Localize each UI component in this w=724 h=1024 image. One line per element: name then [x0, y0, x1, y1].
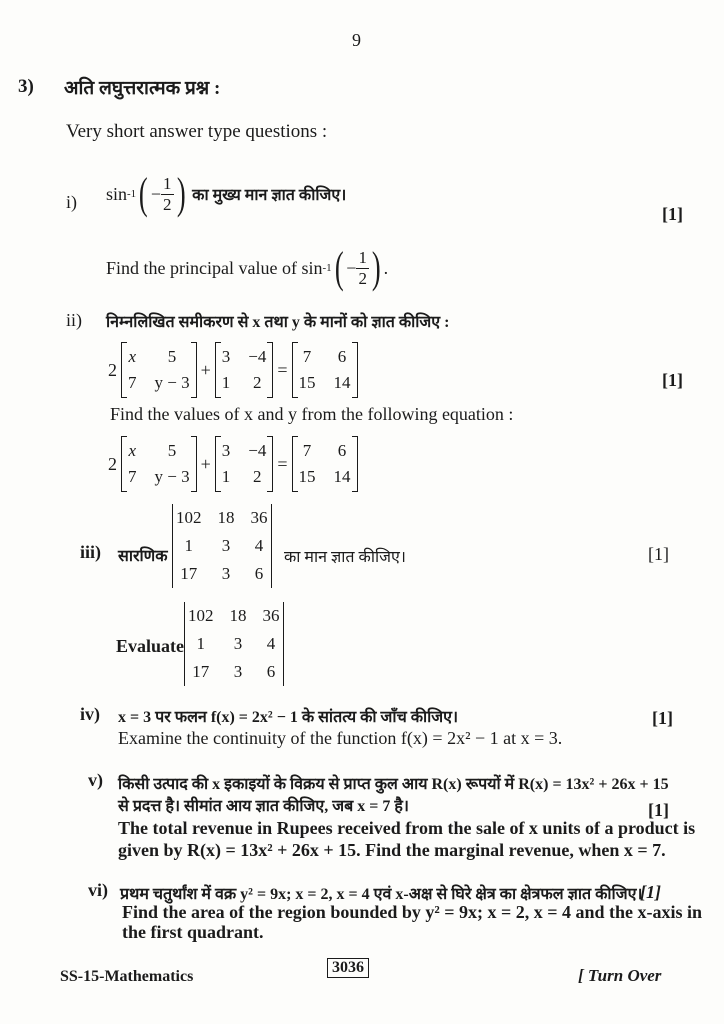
q2-marks: [1] [662, 370, 683, 390]
q2-m3-cell: 14 [333, 373, 351, 392]
q2-matrix-a [121, 342, 197, 398]
q1-expression-english [106, 243, 389, 292]
q6-marks: [1] [640, 882, 661, 902]
q3-label-hindi: सारणिक [118, 548, 168, 565]
footer-turn-over: [ Turn Over [578, 966, 662, 985]
q3-number: iii) [80, 542, 101, 562]
q2-equation-1 [108, 342, 358, 398]
q1-fraction [161, 174, 174, 215]
q3-det-cell: 17 [192, 662, 210, 681]
q2-plus-en: + [200, 453, 211, 474]
q2-scalar-en: 2 [108, 453, 117, 474]
q4-number: iv) [80, 704, 100, 724]
q2-m2-cell: 1 [221, 373, 231, 392]
q3-determinant-1 [172, 504, 272, 588]
q2-m2-cell: −4 [248, 441, 267, 460]
q2-m2-cell: 1 [221, 467, 231, 486]
q1-period: . [383, 257, 389, 278]
footer-paper-code: 3036 [327, 958, 369, 978]
q4-text-english: Examine the continuity of the function f(x) = 2x² − 1 at x = 3. [118, 728, 563, 748]
q3-det-cell: 3 [221, 564, 231, 583]
q2-plus: + [200, 359, 211, 380]
page-number: 9 [352, 30, 361, 50]
q2-m3-cell: 6 [337, 441, 347, 460]
q3-text-hindi: का मान ज्ञात कीजिए। [284, 549, 406, 566]
q3-marks: [1] [648, 544, 669, 564]
q1-number: i) [66, 192, 77, 212]
q2-m2-cell: 2 [253, 467, 262, 486]
q6-text-english-2: the first quadrant. [122, 922, 264, 942]
q3-det-cell: 18 [229, 606, 247, 625]
q2-matrix-a-en [121, 436, 197, 492]
q2-m2-cell: 3 [221, 441, 231, 460]
q6-text-english-1: Find the area of the region bounded by y² = 9x; x = 2, x = 4 and the x-axis in [122, 902, 703, 922]
q2-m3-cell: 7 [302, 441, 312, 460]
q1-text-hindi: का मुख्य मान ज्ञात कीजिए। [192, 187, 347, 204]
q2-m3-cell: 7 [302, 347, 312, 366]
q2-m2-cell: 2 [253, 373, 262, 392]
q3-det-cell: 102 [176, 508, 202, 527]
q4-text-hindi: x = 3 पर फलन f(x) = 2x² − 1 के सांतत्य की जाँच कीजिए। [118, 709, 459, 726]
q1-paren-left-en: ( [334, 243, 344, 292]
q3-det-cell: 18 [217, 508, 235, 527]
q3-determinant-2 [184, 602, 284, 686]
q3-det-cell: 17 [180, 564, 198, 583]
q1-paren-left: ( [139, 169, 148, 218]
q1-fn: sin [106, 183, 128, 204]
q3-det-cell: 6 [254, 564, 264, 583]
q3-det-cell: 102 [188, 606, 214, 625]
q2-m3-cell: 15 [298, 373, 316, 392]
q2-equals-en: = [277, 453, 288, 474]
q2-m3-cell: 6 [337, 347, 347, 366]
q2-m2-cell: −4 [248, 347, 267, 366]
q3-det-grid [172, 504, 272, 588]
q3-det-cell: 4 [254, 536, 264, 555]
q2-m1-cell: y − 3 [154, 467, 190, 486]
q2-m2-cell: 3 [221, 347, 231, 366]
q2-text-hindi: निम्नलिखित समीकरण से x तथा y के मानों को ज्ञात कीजिए : [106, 314, 450, 331]
q1-sign: − [150, 183, 161, 204]
q2-number: ii) [66, 310, 82, 330]
q1-fraction-en [356, 248, 369, 289]
q3-det-cell: 4 [266, 634, 276, 653]
q3-det-cell: 36 [250, 508, 268, 527]
q1-marks: [1] [662, 204, 683, 224]
q5-number: v) [88, 770, 103, 790]
q1-den-en: 2 [358, 268, 367, 288]
q2-m3-cell: 14 [333, 467, 351, 486]
q1-expression-hindi [106, 169, 347, 218]
q5-text-hindi-2: से प्रदत्त है। सीमांत आय ज्ञात कीजिए, जब x = 7 है। [118, 798, 409, 815]
q2-scalar: 2 [108, 359, 117, 380]
q1-paren-right: ) [176, 169, 186, 218]
q2-text-english: Find the values of x and y from the following equation : [110, 404, 514, 424]
q2-matrix-c-en [292, 436, 358, 492]
q2-matrix-b-en [215, 436, 274, 492]
q1-text-english: Find the principal value of sin [106, 257, 323, 278]
q2-m1-cell: 5 [167, 441, 177, 460]
q3-det-cell: 6 [266, 662, 276, 681]
q2-m1-cell: 7 [128, 373, 137, 392]
q2-m1-cell: 5 [167, 347, 177, 366]
q1-den: 2 [163, 194, 172, 214]
q1-sup-en: -1 [322, 262, 332, 274]
section-title-english: Very short answer type questions : [66, 121, 328, 142]
q2-matrix-b [215, 342, 274, 398]
q3-det-cell: 3 [233, 634, 243, 653]
footer-subject: SS-15-Mathematics [60, 968, 194, 985]
q5-marks: [1] [648, 800, 669, 820]
q3-det-cell: 1 [196, 634, 205, 653]
q3-det-cell: 3 [233, 662, 243, 681]
q6-number: vi) [88, 880, 108, 900]
q1-sign-en: − [346, 257, 357, 278]
q2-equals: = [277, 359, 288, 380]
q3-det-grid-en [184, 602, 284, 686]
q3-det-cell: 36 [262, 606, 280, 625]
q2-m3-cell: 15 [298, 467, 316, 486]
q2-equation-2 [108, 436, 358, 492]
q2-m1-cell: 7 [128, 467, 137, 486]
q1-num-en: 1 [358, 247, 367, 267]
q3-det-cell: 3 [221, 536, 231, 555]
section-number: 3) [18, 76, 34, 97]
q6-text-hindi: प्रथम चतुर्थांश में वक्र y² = 9x; x = 2, x = 4 एवं x-अक्ष से घिरे क्षेत्र का क्षेत्रफल ज्ञात कीजिए। [120, 886, 643, 903]
q1-paren-right-en: ) [371, 243, 381, 292]
q2-m1-cell: x [128, 347, 137, 366]
q2-m1-cell: x [128, 441, 137, 460]
q1-num: 1 [163, 173, 172, 193]
q3-label-english: Evaluate [116, 636, 185, 656]
q1-sup: -1 [127, 188, 137, 200]
q2-m1-cell: y − 3 [154, 373, 190, 392]
q5-text-english-1: The total revenue in Rupees received from the sale of x units of a product is [118, 818, 696, 838]
q5-text-hindi-1: किसी उत्पाद की x इकाइयों के विक्रय से प्राप्त कुल आय R(x) रूपयों में R(x) = 13x² + 26x + 15 [118, 776, 669, 793]
q5-text-english-2: given by R(x) = 13x² + 26x + 15. Find the marginal revenue, when x = 7. [118, 840, 666, 860]
q2-matrix-c [292, 342, 358, 398]
q4-marks: [1] [652, 708, 673, 728]
q3-det-cell: 1 [184, 536, 193, 555]
section-title-hindi: अति लघुत्तरात्मक प्रश्न : [64, 78, 221, 99]
